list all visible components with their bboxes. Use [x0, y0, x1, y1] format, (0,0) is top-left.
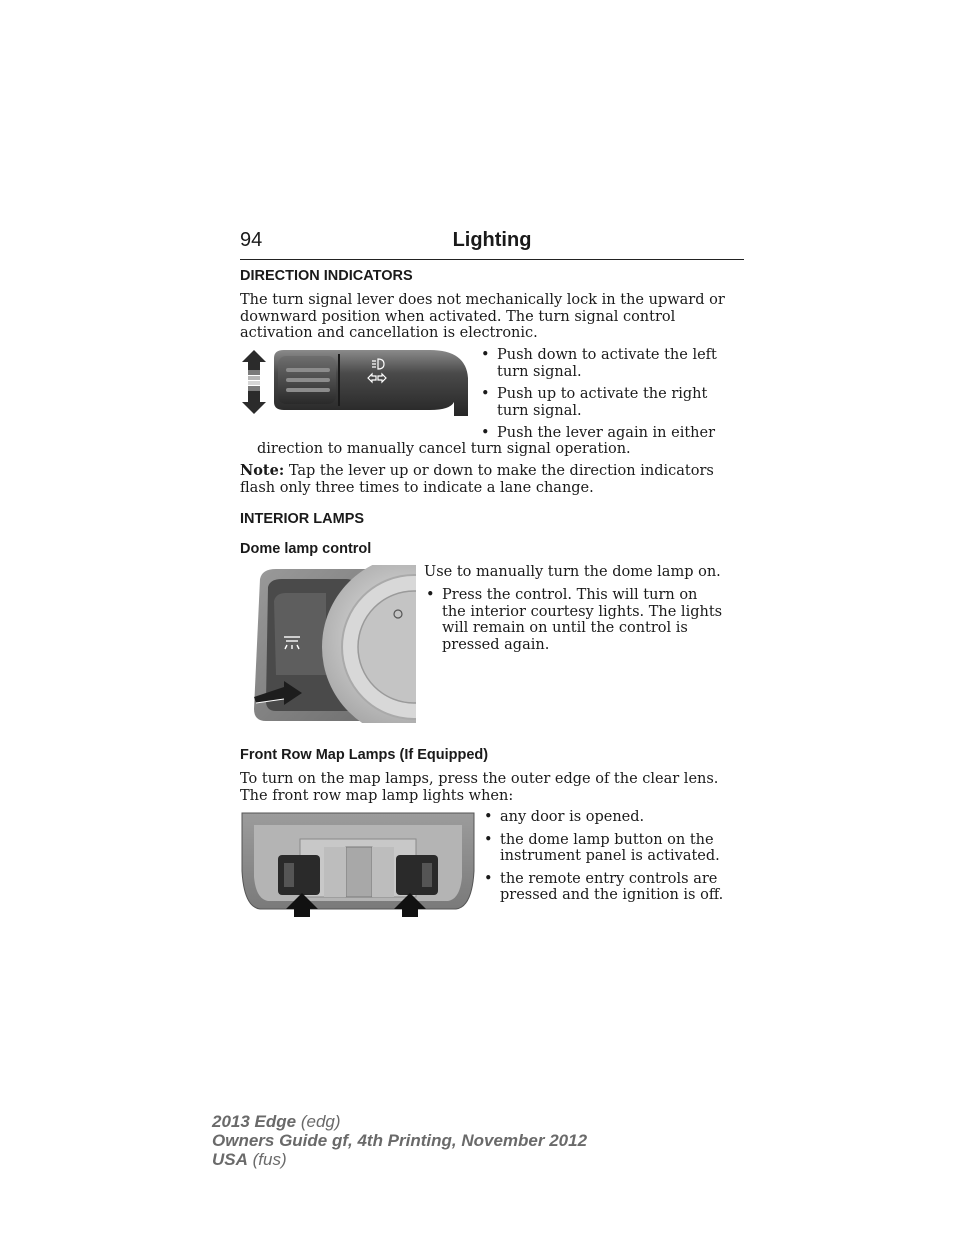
- list-item: • the remote entry controls are pressed and the ignition is off.: [483, 871, 745, 904]
- list-item: • Press the control. This will turn on the interior courtesy lights. The lights will remain on until the control is pressed again.: [425, 587, 725, 653]
- footer-model: 2013 Edge: [212, 1112, 297, 1131]
- footer-region: USA: [212, 1150, 248, 1169]
- bullet-continuation: direction to manually cancel turn signal operation.: [257, 441, 631, 457]
- header-rule: [240, 259, 744, 260]
- direction-indicators-bullets: [480, 347, 742, 442]
- list-item: • the dome lamp button on the instrument panel is activated.: [483, 832, 745, 865]
- map-lamps-bullets: [483, 809, 745, 910]
- page-number: 94: [240, 229, 263, 251]
- dome-lamp-bullets: [425, 587, 725, 659]
- list-item: • Push the lever again in either: [480, 425, 742, 442]
- list-item: • Push up to activate the right turn signal.: [480, 386, 742, 419]
- direction-indicators-heading: DIRECTION INDICATORS: [240, 268, 413, 284]
- note-label: Note:: [240, 462, 285, 479]
- dome-lamp-heading: Dome lamp control: [240, 541, 372, 557]
- note-paragraph: [240, 463, 745, 496]
- chapter-title: Lighting: [452, 229, 532, 251]
- turn-signal-lever-illustration: [240, 348, 472, 418]
- dome-lamp-intro: Use to manually turn the dome lamp on.: [424, 564, 721, 580]
- direction-indicators-intro: The turn signal lever does not mechanically lock in the upward or downward position when activated. The turn signal control activation and cancellation is electronic.: [240, 292, 725, 341]
- dome-lamp-control-illustration: [246, 565, 416, 723]
- footer-guide: Owners Guide gf, 4th Printing, November 2012: [212, 1131, 588, 1150]
- list-item: • any door is opened.: [483, 809, 745, 826]
- interior-lamps-heading: INTERIOR LAMPS: [240, 511, 365, 527]
- map-lamps-intro: To turn on the map lamps, press the outer edge of the clear lens. The front row map lamp lights when:: [240, 771, 719, 804]
- map-lamps-illustration: [240, 811, 476, 917]
- footer-model-code: (edg): [300, 1112, 341, 1131]
- note-text: Tap the lever up or down to make the direction indicators flash only three times to indicate a lane change.: [240, 463, 714, 496]
- footer-region-code: (fus): [252, 1150, 287, 1169]
- map-lamps-heading: Front Row Map Lamps (If Equipped): [240, 747, 489, 763]
- up-down-arrow-icon: [242, 350, 266, 414]
- list-item: • Push down to activate the left turn signal.: [480, 347, 742, 380]
- footer: [212, 1112, 587, 1169]
